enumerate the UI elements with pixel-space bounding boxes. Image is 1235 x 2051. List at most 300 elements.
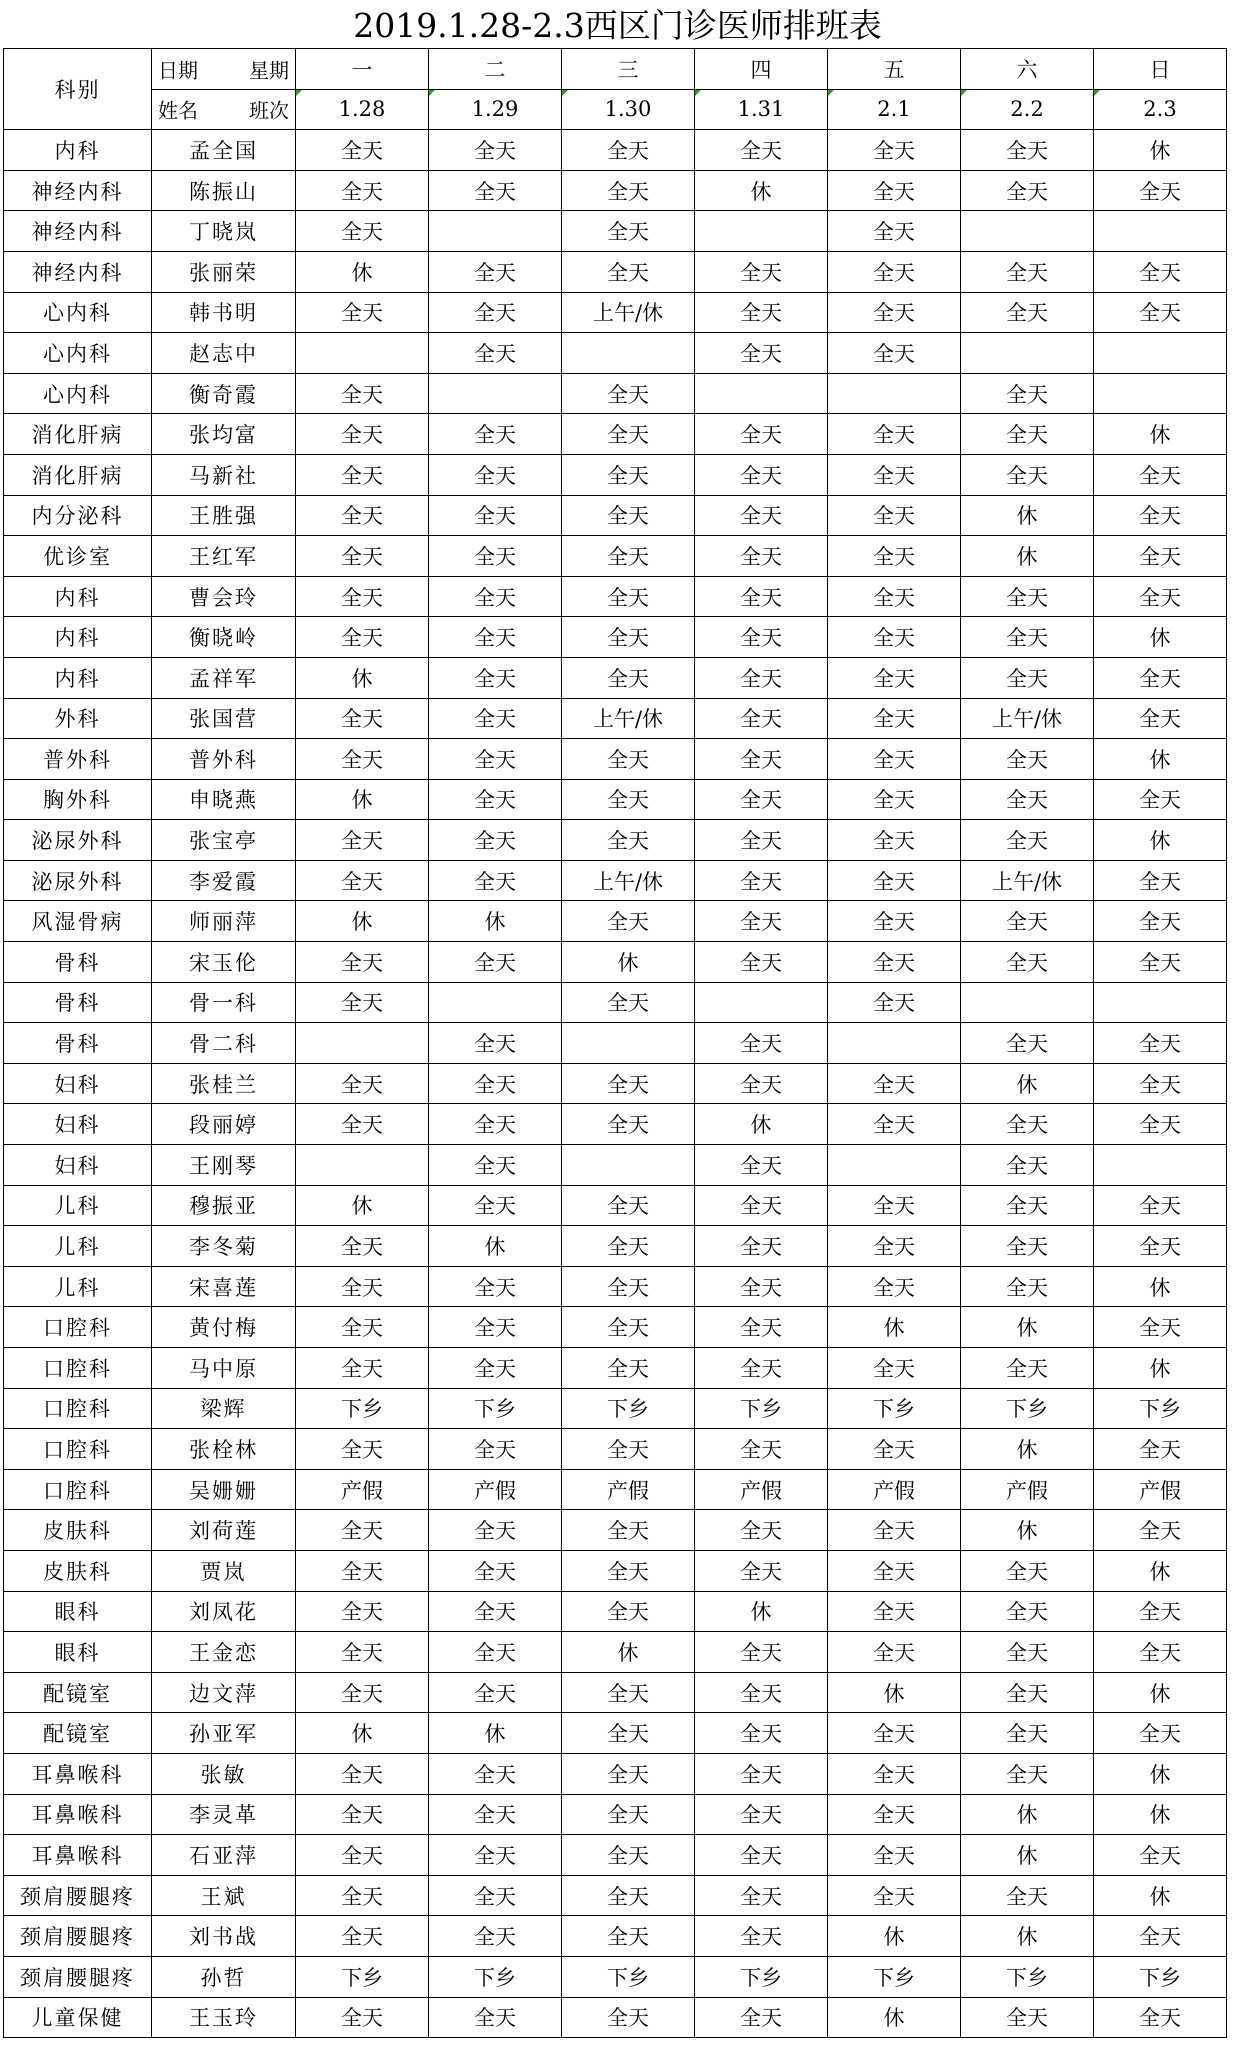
doctor-name-cell: 张栓林	[152, 1429, 296, 1470]
dept-cell: 儿科	[4, 1226, 152, 1267]
shift-cell: 全天	[296, 1794, 429, 1835]
date-weekday-header	[152, 49, 296, 90]
shift-cell: 全天	[828, 333, 961, 374]
shift-cell: 上午/休	[562, 698, 695, 739]
shift-cell: 全天	[562, 1063, 695, 1104]
shift-cell: 全天	[562, 1916, 695, 1957]
dept-cell: 口腔科	[4, 1307, 152, 1348]
shift-cell	[296, 333, 429, 374]
shift-cell: 全天	[961, 373, 1094, 414]
date-cell: 2.1	[828, 89, 961, 130]
weekday-label: 星期	[249, 58, 289, 83]
doctor-name-cell: 师丽萍	[152, 901, 296, 942]
shift-cell: 全天	[961, 739, 1094, 780]
date-cell: 1.28	[296, 89, 429, 130]
shift-cell: 全天	[961, 1632, 1094, 1673]
header-row-date	[4, 89, 1227, 130]
table-row	[4, 1510, 1227, 1551]
dept-cell: 儿童保健	[4, 1997, 152, 2038]
shift-cell: 休	[828, 1916, 961, 1957]
shift-cell: 全天	[429, 1916, 562, 1957]
doctor-name-cell: 张丽荣	[152, 251, 296, 292]
shift-cell: 全天	[296, 982, 429, 1023]
shift-cell: 休	[296, 779, 429, 820]
shift-cell: 全天	[296, 576, 429, 617]
shift-cell: 休	[828, 1672, 961, 1713]
shift-cell: 休	[695, 1591, 828, 1632]
shift-cell: 全天	[1094, 251, 1227, 292]
shift-cell: 全天	[562, 1997, 695, 2038]
shift-cell: 全天	[429, 1672, 562, 1713]
doctor-name-cell: 王红军	[152, 536, 296, 577]
shift-cell: 休	[1094, 1266, 1227, 1307]
shift-cell: 全天	[562, 1266, 695, 1307]
shift-cell	[961, 982, 1094, 1023]
shift-cell: 下乡	[828, 1956, 961, 1997]
shift-cell: 全天	[695, 1348, 828, 1389]
table-row	[4, 170, 1227, 211]
shift-cell: 全天	[296, 292, 429, 333]
table-row	[4, 292, 1227, 333]
doctor-name-cell: 陈振山	[152, 170, 296, 211]
doctor-name-cell: 衡奇霞	[152, 373, 296, 414]
doctor-name-cell: 孟祥军	[152, 657, 296, 698]
table-row	[4, 1835, 1227, 1876]
date-cell: 1.31	[695, 89, 828, 130]
dept-cell: 神经内科	[4, 251, 152, 292]
shift-cell: 下乡	[961, 1956, 1094, 1997]
shift-cell: 休	[429, 1713, 562, 1754]
shift-cell: 全天	[695, 1997, 828, 2038]
shift-cell: 全天	[562, 779, 695, 820]
shift-cell: 全天	[828, 1429, 961, 1470]
shift-cell: 全天	[562, 454, 695, 495]
shift-cell: 全天	[1094, 1063, 1227, 1104]
table-row	[4, 251, 1227, 292]
shift-cell: 休	[562, 942, 695, 983]
shift-cell: 全天	[695, 942, 828, 983]
shift-cell: 下乡	[1094, 1388, 1227, 1429]
table-row	[4, 1063, 1227, 1104]
dept-cell: 内科	[4, 576, 152, 617]
shift-cell: 产假	[695, 1469, 828, 1510]
shift-cell: 全天	[429, 1550, 562, 1591]
shift-cell: 休	[695, 170, 828, 211]
shift-cell: 全天	[562, 820, 695, 861]
shift-cell: 全天	[562, 901, 695, 942]
table-row	[4, 1997, 1227, 2038]
dept-cell: 风湿骨病	[4, 901, 152, 942]
shift-cell: 全天	[296, 739, 429, 780]
doctor-name-cell: 丁晓岚	[152, 211, 296, 252]
shift-cell: 全天	[828, 1266, 961, 1307]
shift-cell: 全天	[961, 1753, 1094, 1794]
shift-cell: 全天	[1094, 292, 1227, 333]
shift-cell: 下乡	[429, 1388, 562, 1429]
shift-cell: 休	[961, 1794, 1094, 1835]
table-row	[4, 1348, 1227, 1389]
shift-cell: 全天	[695, 1429, 828, 1470]
shift-cell: 全天	[296, 1672, 429, 1713]
table-row	[4, 454, 1227, 495]
shift-cell: 全天	[562, 576, 695, 617]
shift-cell: 全天	[296, 860, 429, 901]
doctor-name-cell: 孟全国	[152, 130, 296, 171]
shift-cell: 全天	[1094, 1226, 1227, 1267]
shift-cell: 下乡	[296, 1956, 429, 1997]
shift-cell: 全天	[828, 657, 961, 698]
shift-cell: 全天	[828, 536, 961, 577]
dept-cell: 口腔科	[4, 1469, 152, 1510]
table-row	[4, 1307, 1227, 1348]
shift-cell: 全天	[828, 617, 961, 658]
shift-cell: 全天	[828, 1835, 961, 1876]
doctor-name-cell: 王刚琴	[152, 1145, 296, 1186]
shift-cell: 下乡	[562, 1388, 695, 1429]
name-label: 姓名	[158, 98, 198, 123]
shift-cell: 全天	[429, 130, 562, 171]
table-row	[4, 576, 1227, 617]
shift-cell: 全天	[695, 1632, 828, 1673]
dept-header: 科别	[4, 49, 152, 130]
table-row	[4, 1875, 1227, 1916]
shift-cell: 全天	[961, 1145, 1094, 1186]
shift-cell: 全天	[562, 414, 695, 455]
shift-cell: 全天	[828, 211, 961, 252]
shift-cell: 全天	[562, 170, 695, 211]
shift-cell	[828, 1145, 961, 1186]
dept-cell: 妇科	[4, 1104, 152, 1145]
shift-cell: 休	[1094, 1348, 1227, 1389]
shift-cell: 全天	[695, 576, 828, 617]
shift-cell: 全天	[961, 901, 1094, 942]
shift-cell: 全天	[828, 576, 961, 617]
table-row	[4, 1550, 1227, 1591]
table-row	[4, 657, 1227, 698]
table-row	[4, 1266, 1227, 1307]
shift-cell: 下乡	[828, 1388, 961, 1429]
doctor-name-cell: 张国营	[152, 698, 296, 739]
doctor-name-cell: 李冬菊	[152, 1226, 296, 1267]
shift-cell: 全天	[1094, 1510, 1227, 1551]
dept-cell: 内科	[4, 657, 152, 698]
shift-cell: 全天	[828, 170, 961, 211]
doctor-name-cell: 刘荷莲	[152, 1510, 296, 1551]
shift-cell: 全天	[296, 495, 429, 536]
shift-cell: 全天	[828, 1185, 961, 1226]
shift-cell	[961, 333, 1094, 374]
table-row	[4, 130, 1227, 171]
table-row	[4, 1185, 1227, 1226]
shift-cell: 全天	[695, 1145, 828, 1186]
shift-cell	[695, 982, 828, 1023]
shift-cell: 全天	[429, 495, 562, 536]
shift-cell	[296, 1145, 429, 1186]
table-row	[4, 1956, 1227, 1997]
shift-cell: 全天	[429, 170, 562, 211]
shift-cell: 全天	[828, 1713, 961, 1754]
doctor-name-cell: 刘书战	[152, 1916, 296, 1957]
shift-cell: 休	[961, 1063, 1094, 1104]
shift-cell: 全天	[695, 820, 828, 861]
shift-cell: 全天	[828, 982, 961, 1023]
shift-cell: 全天	[961, 251, 1094, 292]
shift-cell: 全天	[828, 1348, 961, 1389]
table-row	[4, 373, 1227, 414]
shift-cell: 全天	[296, 1550, 429, 1591]
shift-cell: 全天	[961, 292, 1094, 333]
table-row	[4, 333, 1227, 374]
doctor-name-cell: 王玉玲	[152, 1997, 296, 2038]
shift-cell: 全天	[695, 536, 828, 577]
shift-cell: 全天	[429, 1185, 562, 1226]
shift-cell: 全天	[695, 617, 828, 658]
shift-cell: 休	[961, 1429, 1094, 1470]
shift-cell: 全天	[828, 901, 961, 942]
shift-cell: 全天	[961, 1997, 1094, 2038]
shift-cell: 全天	[429, 820, 562, 861]
shift-cell: 休	[296, 251, 429, 292]
shift-cell: 全天	[296, 1429, 429, 1470]
table-row	[4, 536, 1227, 577]
table-row	[4, 1104, 1227, 1145]
shift-cell: 下乡	[562, 1956, 695, 1997]
shift-cell: 休	[296, 901, 429, 942]
shift-cell: 下乡	[695, 1956, 828, 1997]
shift-cell: 全天	[828, 130, 961, 171]
shift-cell: 全天	[429, 1510, 562, 1551]
table-row	[4, 1469, 1227, 1510]
weekday-cell: 四	[695, 49, 828, 90]
shift-cell: 全天	[562, 373, 695, 414]
dept-cell: 妇科	[4, 1145, 152, 1186]
dept-cell: 内科	[4, 617, 152, 658]
shift-cell: 全天	[1094, 576, 1227, 617]
doctor-name-cell: 李灵革	[152, 1794, 296, 1835]
shift-cell: 全天	[296, 1348, 429, 1389]
shift-cell	[961, 211, 1094, 252]
shift-cell: 休	[296, 657, 429, 698]
shift-cell: 全天	[961, 1226, 1094, 1267]
shift-cell: 全天	[961, 454, 1094, 495]
dept-cell: 心内科	[4, 333, 152, 374]
shift-cell: 全天	[695, 1185, 828, 1226]
dept-cell: 优诊室	[4, 536, 152, 577]
shift-cell: 全天	[562, 1550, 695, 1591]
shift-cell: 全天	[695, 1916, 828, 1957]
shift-cell: 全天	[961, 1713, 1094, 1754]
shift-cell	[429, 373, 562, 414]
shift-cell: 全天	[961, 414, 1094, 455]
doctor-name-cell: 刘凤花	[152, 1591, 296, 1632]
doctor-name-cell: 衡晓岭	[152, 617, 296, 658]
dept-cell: 配镜室	[4, 1713, 152, 1754]
dept-cell: 神经内科	[4, 170, 152, 211]
shift-cell: 全天	[1094, 454, 1227, 495]
doctor-name-cell: 穆振亚	[152, 1185, 296, 1226]
doctor-name-cell: 张敏	[152, 1753, 296, 1794]
shift-cell: 下乡	[296, 1388, 429, 1429]
shift-cell: 全天	[828, 1875, 961, 1916]
shift-cell: 全天	[429, 1632, 562, 1673]
doctor-name-cell: 梁辉	[152, 1388, 296, 1429]
shift-cell: 全天	[828, 1591, 961, 1632]
shift-cell: 全天	[429, 1429, 562, 1470]
table-row	[4, 860, 1227, 901]
dept-cell: 内分泌科	[4, 495, 152, 536]
shift-cell: 全天	[562, 1713, 695, 1754]
weekday-cell: 五	[828, 49, 961, 90]
shift-cell: 休	[1094, 820, 1227, 861]
shift-cell: 全天	[429, 1753, 562, 1794]
shift-cell: 休	[695, 1104, 828, 1145]
shift-cell: 休	[961, 1510, 1094, 1551]
shift-cell: 全天	[828, 739, 961, 780]
shift-cell: 全天	[828, 1226, 961, 1267]
doctor-name-cell: 李爱霞	[152, 860, 296, 901]
shift-cell: 全天	[695, 1875, 828, 1916]
shift-cell: 全天	[1094, 657, 1227, 698]
schedule-body	[4, 49, 1227, 2038]
shift-cell: 全天	[562, 982, 695, 1023]
date-cell: 2.2	[961, 89, 1094, 130]
table-row	[4, 982, 1227, 1023]
shift-cell: 全天	[961, 617, 1094, 658]
shift-cell: 全天	[296, 1307, 429, 1348]
table-row	[4, 779, 1227, 820]
shift-cell: 全天	[296, 211, 429, 252]
shift-cell: 全天	[296, 1266, 429, 1307]
shift-cell: 全天	[828, 779, 961, 820]
doctor-name-cell: 石亚萍	[152, 1835, 296, 1876]
shift-cell: 全天	[961, 576, 1094, 617]
shift-cell: 全天	[296, 1063, 429, 1104]
shift-cell: 全天	[562, 536, 695, 577]
doctor-name-cell: 马新社	[152, 454, 296, 495]
shift-cell: 全天	[695, 414, 828, 455]
doctor-name-cell: 马中原	[152, 1348, 296, 1389]
shift-cell: 全天	[695, 292, 828, 333]
dept-cell: 配镜室	[4, 1672, 152, 1713]
doctor-name-cell: 张宝亭	[152, 820, 296, 861]
shift-cell: 全天	[961, 1348, 1094, 1389]
table-row	[4, 1591, 1227, 1632]
shift-cell: 产假	[961, 1469, 1094, 1510]
shift-cell: 全天	[296, 536, 429, 577]
doctor-name-cell: 吴姗姗	[152, 1469, 296, 1510]
weekday-cell: 一	[296, 49, 429, 90]
doctor-name-cell: 王斌	[152, 1875, 296, 1916]
shift-cell: 休	[828, 1307, 961, 1348]
shift-cell: 全天	[562, 1794, 695, 1835]
shift-cell: 全天	[429, 617, 562, 658]
shift-cell: 产假	[562, 1469, 695, 1510]
shift-cell: 全天	[695, 657, 828, 698]
shift-cell: 全天	[1094, 901, 1227, 942]
shift-cell: 全天	[961, 942, 1094, 983]
header-row-weekday	[4, 49, 1227, 90]
shift-cell: 全天	[828, 1794, 961, 1835]
shift-cell: 下乡	[961, 1388, 1094, 1429]
shift-label: 班次	[249, 98, 289, 123]
doctor-name-cell: 曹会玲	[152, 576, 296, 617]
shift-cell: 全天	[828, 860, 961, 901]
weekday-cell: 三	[562, 49, 695, 90]
shift-cell: 休	[296, 1713, 429, 1754]
date-label: 日期	[158, 58, 198, 83]
table-row	[4, 1429, 1227, 1470]
weekday-cell: 日	[1094, 49, 1227, 90]
table-row	[4, 820, 1227, 861]
dept-cell: 外科	[4, 698, 152, 739]
shift-cell	[562, 1023, 695, 1064]
shift-cell: 休	[961, 1916, 1094, 1957]
shift-cell: 全天	[429, 414, 562, 455]
shift-cell: 全天	[296, 1632, 429, 1673]
shift-cell: 全天	[695, 860, 828, 901]
shift-cell: 全天	[828, 495, 961, 536]
shift-cell: 全天	[562, 1429, 695, 1470]
doctor-name-cell: 骨一科	[152, 982, 296, 1023]
shift-cell: 全天	[429, 333, 562, 374]
shift-cell: 全天	[1094, 1835, 1227, 1876]
date-cell: 2.3	[1094, 89, 1227, 130]
doctor-name-cell: 普外科	[152, 739, 296, 780]
dept-cell: 口腔科	[4, 1348, 152, 1389]
dept-cell: 骨科	[4, 982, 152, 1023]
shift-cell: 全天	[695, 1226, 828, 1267]
shift-cell: 全天	[695, 901, 828, 942]
shift-cell: 全天	[828, 698, 961, 739]
dept-cell: 消化肝病	[4, 454, 152, 495]
shift-cell: 全天	[695, 130, 828, 171]
table-row	[4, 1713, 1227, 1754]
shift-cell: 全天	[296, 454, 429, 495]
shift-cell: 全天	[961, 820, 1094, 861]
shift-cell: 全天	[296, 1997, 429, 2038]
shift-cell: 全天	[429, 1875, 562, 1916]
shift-cell: 上午/休	[562, 292, 695, 333]
shift-cell: 全天	[562, 1348, 695, 1389]
shift-cell: 休	[1094, 1875, 1227, 1916]
shift-cell: 全天	[1094, 1591, 1227, 1632]
shift-cell: 全天	[1094, 860, 1227, 901]
shift-cell	[828, 1023, 961, 1064]
dept-cell: 眼科	[4, 1632, 152, 1673]
shift-cell: 全天	[429, 454, 562, 495]
shift-cell	[429, 211, 562, 252]
shift-cell: 全天	[562, 739, 695, 780]
shift-cell: 全天	[695, 1753, 828, 1794]
shift-cell: 全天	[429, 1104, 562, 1145]
shift-cell: 休	[1094, 414, 1227, 455]
shift-cell: 全天	[296, 1226, 429, 1267]
shift-cell: 全天	[828, 820, 961, 861]
shift-cell: 全天	[562, 1753, 695, 1794]
shift-cell: 全天	[429, 251, 562, 292]
table-row	[4, 1226, 1227, 1267]
doctor-name-cell: 王金恋	[152, 1632, 296, 1673]
dept-cell: 泌尿外科	[4, 820, 152, 861]
shift-cell: 全天	[961, 1266, 1094, 1307]
shift-cell: 全天	[429, 1307, 562, 1348]
shift-cell: 全天	[961, 1023, 1094, 1064]
shift-cell: 全天	[961, 1185, 1094, 1226]
shift-cell: 全天	[429, 1266, 562, 1307]
dept-cell: 儿科	[4, 1266, 152, 1307]
doctor-name-cell: 赵志中	[152, 333, 296, 374]
shift-cell: 全天	[961, 1591, 1094, 1632]
